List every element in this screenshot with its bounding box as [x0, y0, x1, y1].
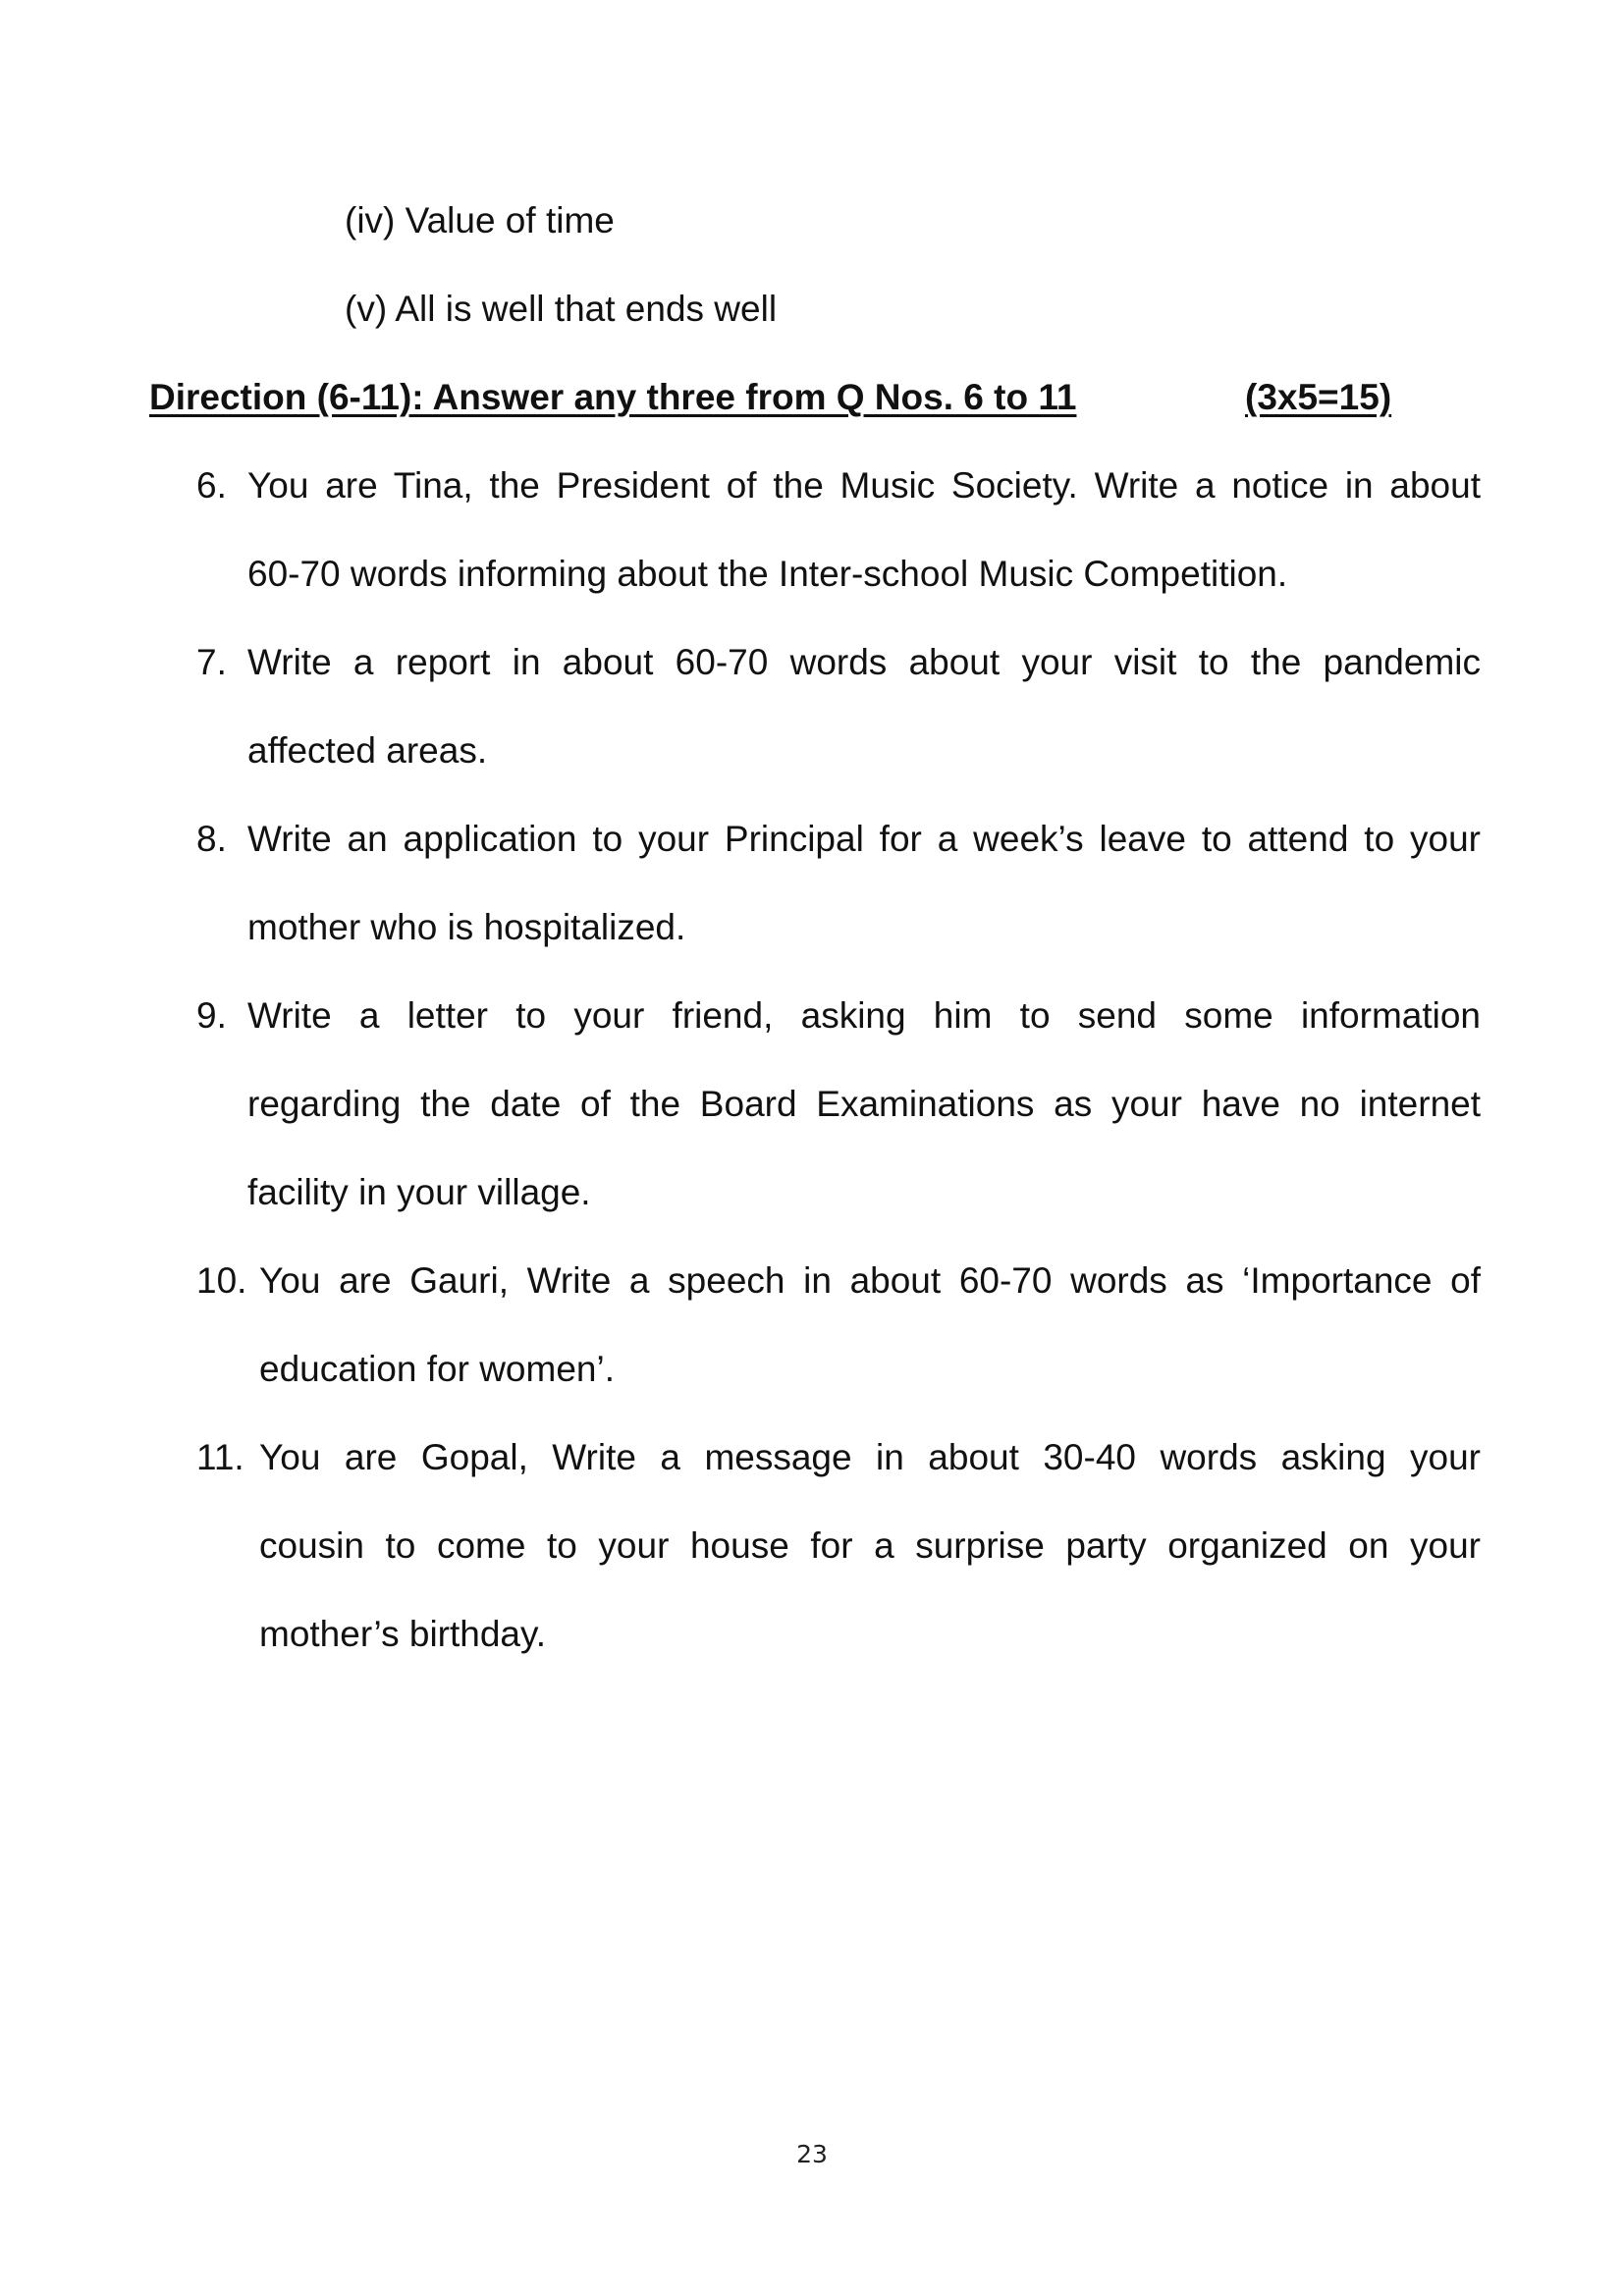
question-text-line: education for women’.: [259, 1349, 615, 1389]
question-text-line: cousin to come to your house for a surprise party organized on your: [259, 1525, 1481, 1566]
question-text-line: Write a letter to your friend, asking him to send some information: [247, 995, 1481, 1036]
direction-marks: (3x5=15): [1245, 377, 1392, 417]
question-number: 11.: [196, 1437, 244, 1477]
question-number: 10.: [196, 1260, 247, 1301]
page-number: 23: [796, 2140, 828, 2168]
direction-heading: Direction (6-11): Answer any three from Q Nos. 6 to 11: [149, 377, 1077, 417]
question-text-line: mother who is hospitalized.: [247, 907, 686, 947]
question-text-line: mother’s birthday.: [259, 1614, 547, 1654]
question-text-line: You are Gopal, Write a message in about 30-40 words asking your: [259, 1437, 1481, 1477]
question-text-line: Write a report in about 60-70 words about your visit to the pandemic: [247, 642, 1481, 682]
question-text-line: 60-70 words informing about the Inter-school Music Competition.: [247, 554, 1288, 594]
question-text-line: Write an application to your Principal for a week’s leave to attend to your: [247, 819, 1481, 859]
question-number: 9.: [196, 995, 227, 1036]
question-text-line: You are Gauri, Write a speech in about 60-70 words as ‘Importance of: [259, 1260, 1481, 1301]
question-number: 6.: [196, 465, 227, 506]
question-number: 7.: [196, 642, 227, 682]
question-text-line: affected areas.: [247, 730, 488, 771]
sub-item-v: (v) All is well that ends well: [345, 289, 778, 329]
question-text-line: regarding the date of the Board Examinations as your have no internet: [247, 1084, 1481, 1124]
question-number: 8.: [196, 819, 227, 859]
question-text-line: facility in your village.: [247, 1172, 591, 1212]
question-text-line: You are Tina, the President of the Music Society. Write a notice in about: [247, 465, 1481, 506]
sub-item-iv: (iv) Value of time: [345, 200, 615, 240]
